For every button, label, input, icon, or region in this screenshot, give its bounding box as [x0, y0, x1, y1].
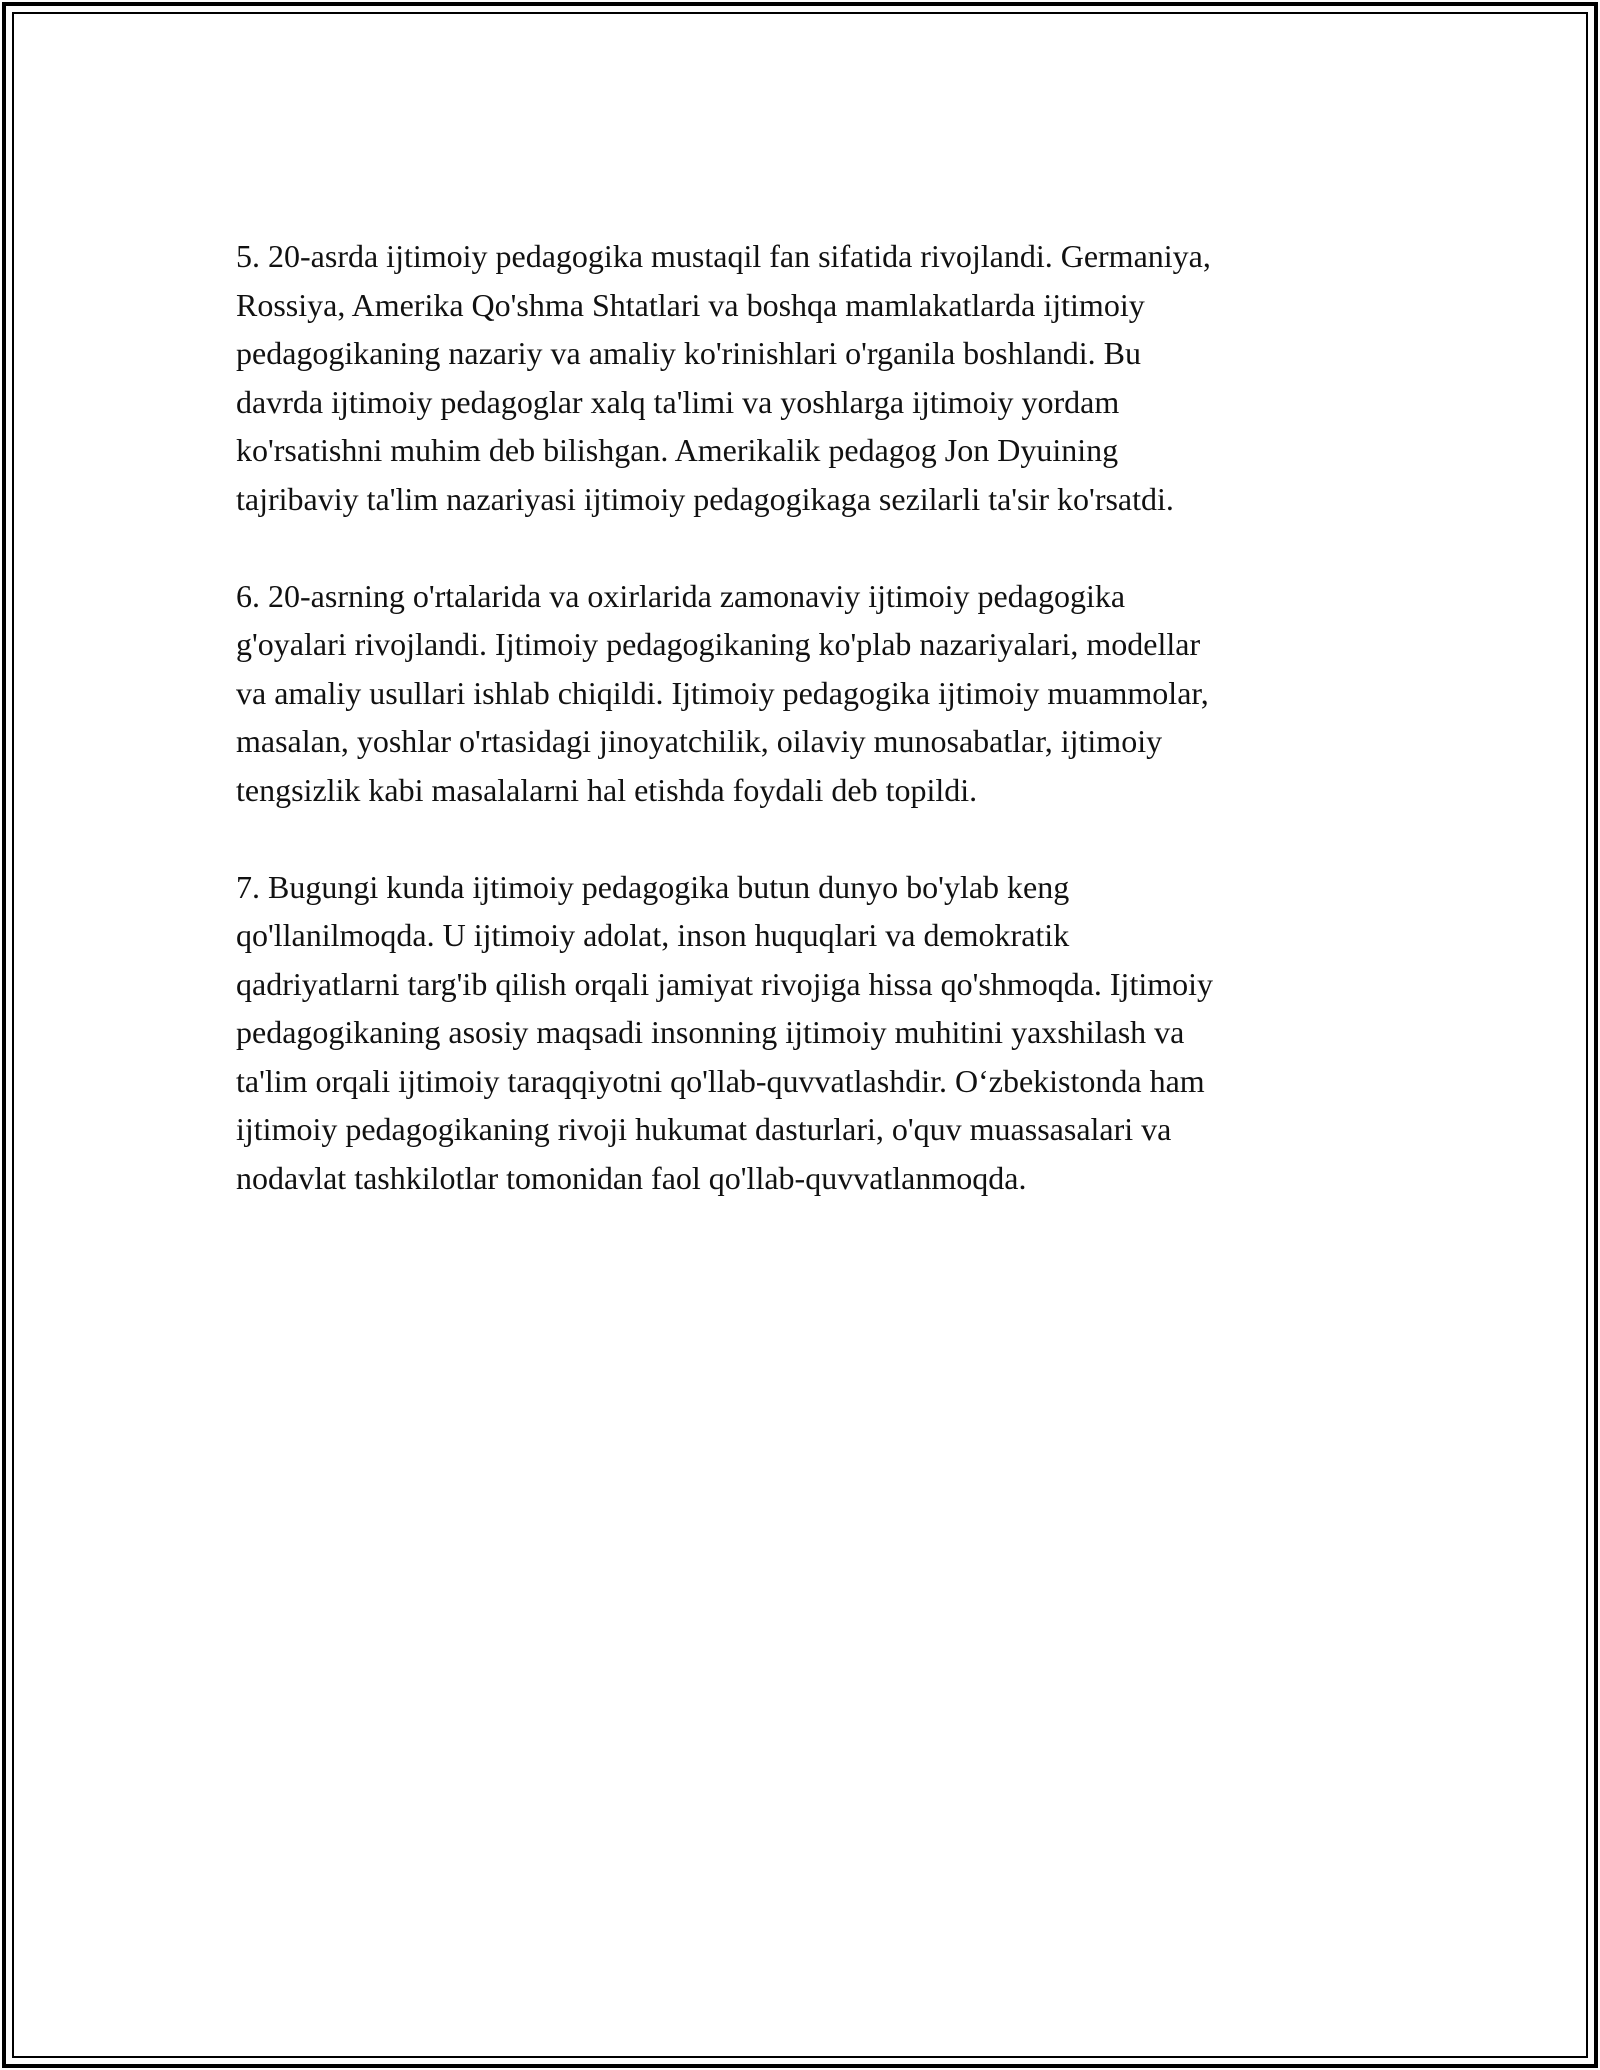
text-line: davrda ijtimoiy pedagoglar xalq ta'limi va yoshlarga ijtimoiy yordam	[236, 383, 1120, 420]
text-line: nodavlat tashkilotlar tomonidan faol qo'llab-quvvatlanmoqda.	[236, 1159, 1027, 1196]
text-line: ko'rsatishni muhim deb bilishgan. Amerikalik pedagog Jon Dyuining	[236, 432, 1119, 468]
paragraph-5	[236, 232, 1356, 523]
text-line: tajribaviy ta'lim nazariyasi ijtimoiy pedagogikaga sezilarli ta'sir ko'rsatdi.	[236, 480, 1174, 517]
text-line: pedagogikaning nazariy va amaliy ko'rinishlari o'rganila boshlandi. Bu	[236, 335, 1141, 371]
text-line: 7. Bugungi kunda ijtimoiy pedagogika butun dunyo bo'ylab keng	[236, 868, 1070, 905]
text-line: masalan, yoshlar o'rtasidagi jinoyatchilik, oilaviy munosabatlar, ijtimoiy	[236, 723, 1163, 759]
text-line: g'oyalari rivojlandi. Ijtimoiy pedagogikaning ko'plab nazariyalari, modellar	[236, 626, 1201, 662]
text-line: 5. 20-asrda ijtimoiy pedagogika mustaqil fan sifatida rivojlandi. Germaniya,	[236, 238, 1211, 274]
paragraph-6	[236, 572, 1356, 815]
text-line: qo'llanilmoqda. U ijtimoiy adolat, inson huquqlari va demokratik	[236, 917, 1070, 953]
text-line: tengsizlik kabi masalalarni hal etishda foydali deb topildi.	[236, 771, 978, 808]
text-line: pedagogikaning asosiy maqsadi insonning ijtimoiy muhitini yaxshilash va	[236, 1014, 1185, 1050]
text-line: qadriyatlarni targ'ib qilish orqali jamiyat rivojiga hissa qo'shmoqda. Ijtimoiy	[236, 965, 1213, 1002]
text-line: ta'lim orqali ijtimoiy taraqqiyotni qo'llab-quvvatlashdir. O‘zbekistonda ham	[236, 1062, 1205, 1099]
text-line: 6. 20-asrning o'rtalarida va oxirlarida zamonaviy ijtimoiy pedagogika	[236, 577, 1126, 614]
text-line: va amaliy usullari ishlab chiqildi. Ijtimoiy pedagogika ijtimoiy muammolar,	[236, 674, 1209, 711]
text-line: Rossiya, Amerika Qo'shma Shtatlari va boshqa mamlakatlarda ijtimoiy	[236, 286, 1145, 323]
text-line: ijtimoiy pedagogikaning rivoji hukumat dasturlari, o'quv muassasalari va	[236, 1111, 1172, 1147]
document-body	[236, 232, 1356, 1251]
paragraph-7	[236, 863, 1356, 1203]
